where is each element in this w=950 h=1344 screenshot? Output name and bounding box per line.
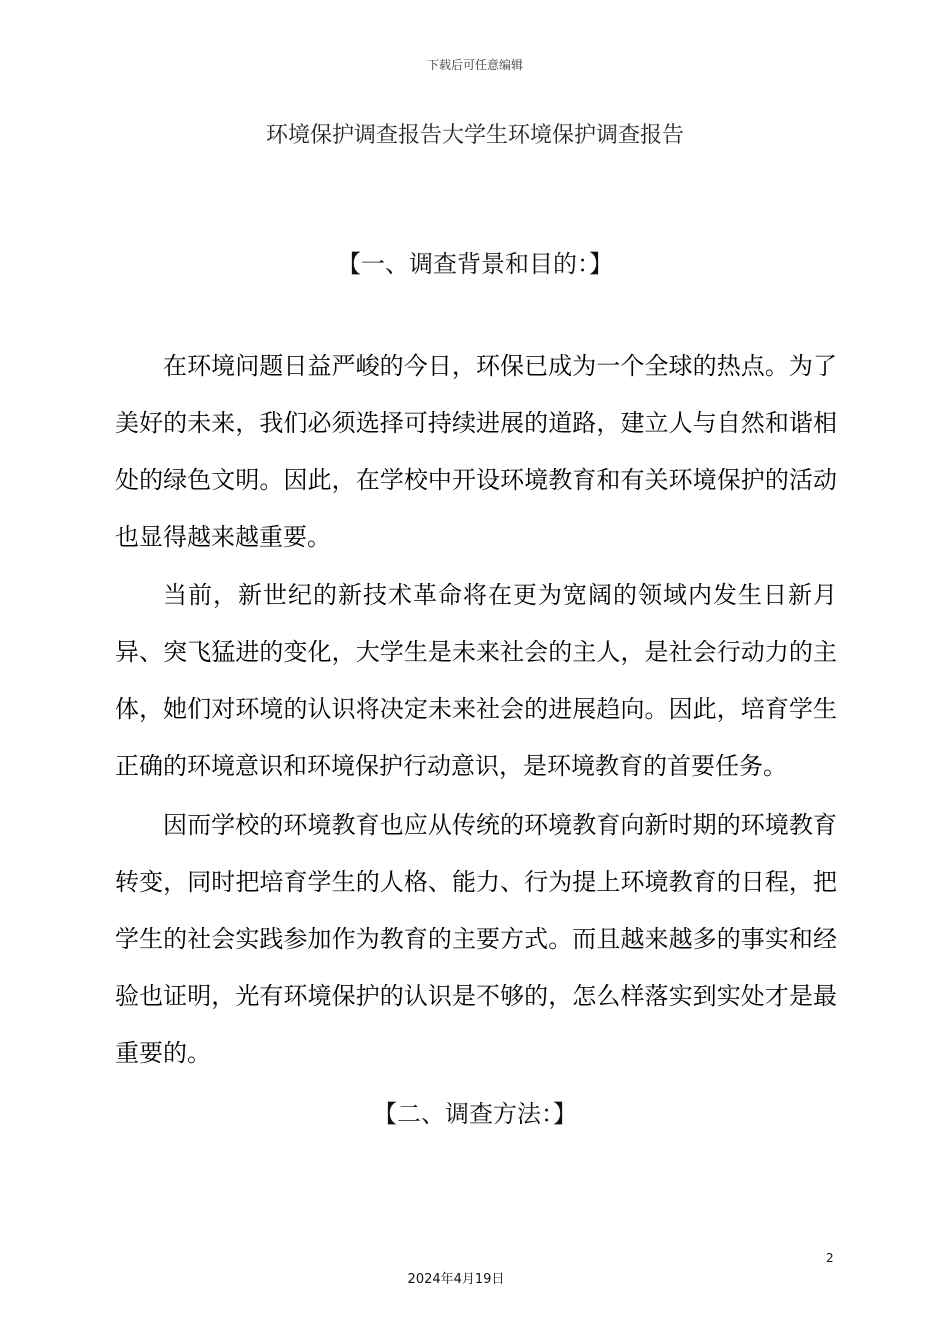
paragraph-1: 在环境问题日益严峻的今日，环保已成为一个全球的热点。为了美好的未来，我们必须选择可持续进展的道路，建立人与自然和谐相处的绿色文明。因此，在学校中开设环境教育和有关环境保护的活动也显得越来越重要。 [115,352,837,551]
header-note: 下载后可任意编辑 [426,58,523,72]
paragraph-2: 当前，新世纪的新技术革命将在更为宽阔的领域内发生日新月异、突飞猛进的变化，大学生是未来社会的主人，是社会行动力的主体，她们对环境的认识将决定未来社会的进展趋向。因此，培育学生正确的环境意识和环境保护行动意识，是环境教育的首要任务。 [115,581,837,780]
paragraph-3: 因而学校的环境教育也应从传统的环境教育向新时期的环境教育转变，同时把培育学生的人格、能力、行为提上环境教育的日程，把学生的社会实践参加作为教育的主要方式。而且越来越多的事实和经验也证明，光有环境保护的认识是不够的，怎么样落实到实处才是最重要的。 [115,811,837,1067]
document-title: 环境保护调查报告大学生环境保护调查报告 [265,123,684,148]
page-number: 2 [826,1251,834,1265]
section-heading-method: 【二、调查方法：】 [373,1100,577,1128]
footer-date: 2024年4月19日 [407,1272,505,1287]
section-heading-background: 【一、调查背景和目的：】 [337,250,613,278]
